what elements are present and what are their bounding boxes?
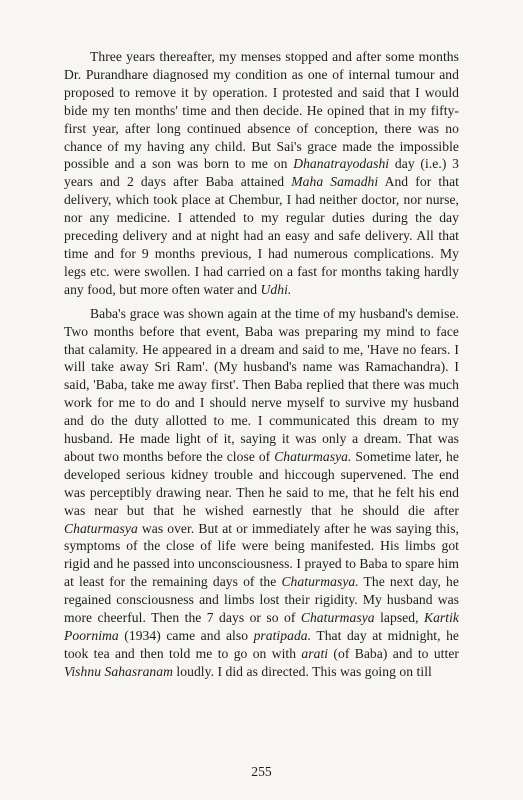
paragraph-2 <box>64 305 459 681</box>
text-run: And for that delivery, which took place at Chembur, I had neither doctor, nor nurse, nor any medicine. I attended to my regular duties during the day preceding delivery and at night had an easy and safe delivery. All that time and for 9 months previous, I had numerous complications. My legs etc. were swollen. I had carried on a fast for months taking hardly any food, but more often water and <box>64 174 459 297</box>
body-text <box>64 48 459 681</box>
text-run: Baba's grace was shown again at the time of my husband's demise. Two months before that event, Baba was preparing my mind to face that calamity. He appeared in a dream and said to me, 'Have no fears. I will take away Sri Ram'. (My husband's name was Ramachandra). I said, 'Baba, take me away first'. Then Baba replied that there was much work for me to do and I should nerve myself to survive my husband and do the duty allotted to me. I communicated this dream to my husband. He made light of it, saying it was only a dream. That was about two months before the close of <box>64 305 459 464</box>
text-run: lapsed, <box>374 610 424 626</box>
text-run: (of Baba) and to utter <box>328 645 459 661</box>
text-run: loudly. I did as directed. This was going on till <box>172 663 432 679</box>
italic-term: Maha Samadhi <box>291 174 379 190</box>
text-run: day (i.e.) 3 years and 2 days after Baba attained <box>64 156 460 190</box>
italic-term: pratipada. <box>253 628 312 643</box>
italic-term: Kartik Poornima <box>64 610 459 643</box>
page-number: 255 <box>251 764 272 779</box>
text-run: Three years thereafter, my menses stopped and after some months Dr. Purandhare diagnosed my condition as one of internal tumour and proposed to remove it by operation. I protested and said that I would bide my ten months' time and then decide. He opined that in my fifty-first year, after long continued absence of conception, there was no chance of my having any child. But Sai's grace made the impossible possible and a son was born to me on <box>64 49 459 172</box>
italic-term: Dhanatrayodashi <box>293 156 390 172</box>
italic-term: Chaturmasya <box>64 520 138 536</box>
italic-term: Vishnu Sahasranam <box>64 663 173 679</box>
text-run: (1934) came and also <box>118 628 254 643</box>
italic-term: Chaturmasya <box>300 610 375 626</box>
text-run: Sometime later, he developed serious kidney trouble and hiccough supervened. The end was perceptibly drawing near. Then he said to me, that he felt his end was near but that he wished earnestly that he should die after <box>64 448 459 518</box>
italic-term: Chaturmasya. <box>274 448 352 464</box>
italic-term: Chaturmasya. <box>281 574 359 590</box>
paragraph-1 <box>64 48 459 299</box>
text-run: was over. But at or immediately after he was saying this, symptoms of the close of life were being manifested. His limbs got rigid and he passed into unconsciousness. I prayed to Baba to spare him at least for the remaining days of the <box>64 520 459 590</box>
italic-term: arati <box>301 645 329 661</box>
italic-term: Udhi. <box>260 281 292 297</box>
text-run: That day at midnight, he took tea and then told me to go on with <box>64 628 459 661</box>
text-run: The next day, he regained consciousness and limbs lost their rigidity. My husband was more cheerful. Then the 7 days or so of <box>64 574 459 626</box>
